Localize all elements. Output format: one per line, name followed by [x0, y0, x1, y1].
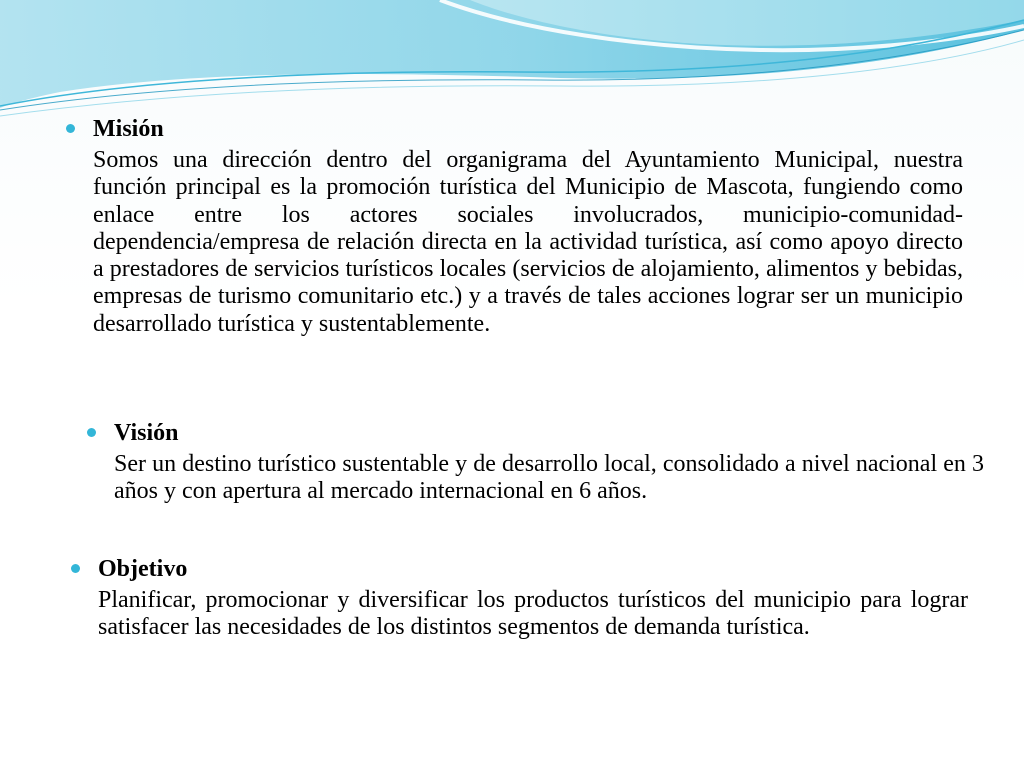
objetivo-heading-row: [71, 555, 971, 583]
bullet-icon: [87, 428, 96, 437]
mision-body: Somos una dirección dentro del organigrama del Ayuntamiento Municipal, nuestra función principal es la promoción turística del Municipio de Mascota, fungiendo como enlace entre los actores sociales involucrados, municipio-comunidad-dependencia/empresa de relación directa en la actividad turística, así como apoyo directo a prestadores de servicios turísticos locales (servicios de alojamiento, alimentos y bebidas, empresas de turismo comunitario etc.) y a través de tales acciones lograr ser un municipio desarrollado turística y sustentablemente.: [93, 147, 963, 337]
vision-heading: Visión: [114, 420, 179, 446]
vision-heading-row: [87, 419, 987, 447]
mision-heading: Misión: [93, 116, 164, 142]
vision-body: Ser un destino turístico sustentable y de desarrollo local, consolidado a nivel nacional en 3 años y con apertura al mercado internacional en 6 años.: [114, 451, 984, 505]
bullet-icon: [66, 124, 75, 133]
mision-section: [66, 115, 966, 338]
mision-heading-row: [66, 115, 966, 143]
vision-section: [87, 419, 987, 506]
header-wave-decoration: [0, 0, 1024, 130]
objetivo-heading: Objetivo: [98, 556, 188, 582]
objetivo-body: Planificar, promocionar y diversificar los productos turísticos del municipio para lograr satisfacer las necesidades de los distintos segmentos de demanda turística.: [98, 587, 968, 641]
objetivo-section: [71, 555, 971, 642]
bullet-icon: [71, 564, 80, 573]
